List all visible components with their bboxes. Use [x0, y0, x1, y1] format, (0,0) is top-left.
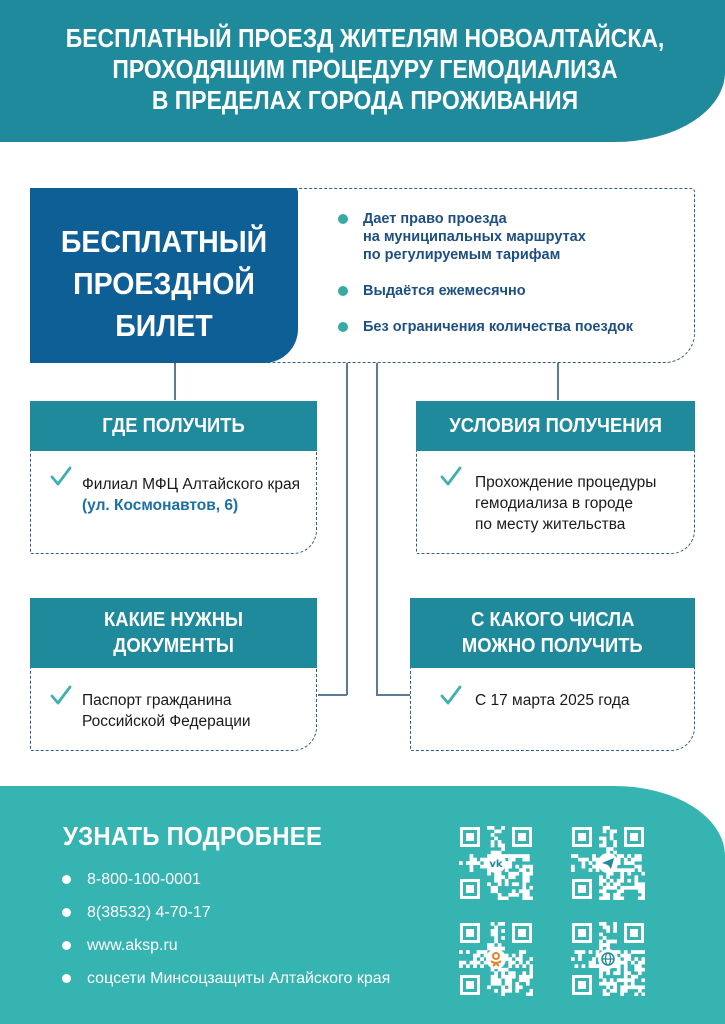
card-header: [416, 401, 695, 451]
benefit-text: Выдаётся ежемесячно: [363, 283, 526, 299]
connector-line: [318, 694, 347, 696]
page-title: [55, 24, 676, 117]
card-text-line: Паспорт гражданина: [82, 692, 232, 709]
bullet-icon: [62, 875, 71, 884]
card-text: [475, 690, 630, 711]
ticket-title-line: ПРОЕЗДНОЙ: [73, 266, 255, 301]
bullet-icon: [338, 214, 348, 224]
bullet-icon: [62, 974, 71, 983]
card-title: С КАКОГО ЧИСЛА: [470, 609, 635, 631]
card-text-line: по месту жительства: [475, 516, 626, 533]
page-title-line: БЕСПЛАТНЫЙ ПРОЕЗД ЖИТЕЛЯМ НОВОАЛТАЙСКА,: [65, 25, 665, 53]
qr-code-odnoklassniki[interactable]: [459, 922, 533, 996]
benefit-item: [338, 210, 688, 264]
card-text: [82, 690, 251, 732]
page-title-line: В ПРЕДЕЛАХ ГОРОДА ПРОЖИВАНИЯ: [151, 87, 579, 115]
card-title: ДОКУМЕНТЫ: [113, 635, 234, 657]
connector-line: [346, 363, 348, 695]
bullet-icon: [62, 941, 71, 950]
card-header: [30, 598, 317, 668]
benefit-item: [338, 318, 688, 336]
social-networks: [62, 968, 422, 990]
footer-title: УЗНАТЬ ПОДРОБНЕЕ: [63, 821, 323, 851]
connector-line: [376, 363, 378, 695]
qr-code-vk[interactable]: [459, 826, 533, 900]
card-title: ГДЕ ПОЛУЧИТЬ: [102, 415, 245, 437]
contact-text: 8-800-100-0001: [87, 871, 201, 888]
check-icon: [440, 466, 462, 488]
bullet-icon: [338, 322, 348, 332]
card-text-line: С 17 марта 2025 года: [475, 692, 630, 709]
contact-text: соцсети Минсоцзащиты Алтайского края: [87, 970, 391, 987]
qr-code-telegram[interactable]: [571, 826, 645, 900]
card-text-line: Российской Федерации: [82, 713, 251, 730]
card-text: [82, 474, 300, 516]
benefit-text: по регулируемым тарифам: [363, 247, 561, 263]
card-text-line: Прохождение процедуры: [475, 474, 657, 491]
card-header: [30, 401, 317, 451]
benefit-text: Без ограничения количества поездок: [363, 319, 634, 335]
address-text: (ул. Космонавтов, 6): [82, 497, 239, 514]
ticket-title-line: БИЛЕТ: [115, 308, 213, 343]
check-icon: [50, 685, 72, 707]
qr-code-website[interactable]: [571, 922, 645, 996]
benefit-text: на муниципальных маршрутах: [363, 229, 586, 245]
card-text: [475, 472, 656, 535]
contacts-list: [62, 869, 422, 1001]
website-link[interactable]: [62, 935, 422, 957]
bullet-icon: [62, 908, 71, 917]
card-title: МОЖНО ПОЛУЧИТЬ: [462, 635, 643, 657]
ticket-title-line: БЕСПЛАТНЫЙ: [60, 224, 268, 259]
connector-line: [174, 363, 176, 400]
contact-text: www.aksp.ru: [87, 937, 178, 954]
svg-text:vk: vk: [489, 859, 503, 870]
check-icon: [50, 466, 72, 488]
benefit-text: Дает право проезда: [363, 211, 507, 227]
card-title: УСЛОВИЯ ПОЛУЧЕНИЯ: [449, 415, 662, 437]
check-icon: [440, 685, 462, 707]
contact-text: 8(38532) 4-70-17: [87, 904, 211, 921]
phone-hotline[interactable]: [62, 869, 422, 891]
card-text-line: Филиал МФЦ Алтайского края: [82, 476, 300, 493]
connector-line: [557, 363, 559, 400]
card-title: КАКИЕ НУЖНЫ: [103, 609, 244, 631]
card-text-line: гемодиализа в городе: [475, 495, 633, 512]
phone-local[interactable]: [62, 902, 422, 924]
benefits-list: [338, 210, 688, 354]
header-banner: [0, 0, 725, 142]
connector-line: [376, 694, 411, 696]
card-header: [410, 598, 695, 668]
benefit-item: [338, 282, 688, 300]
free-ticket-block: [30, 188, 298, 363]
bullet-icon: [338, 286, 348, 296]
page-title-line: ПРОХОДЯЩИМ ПРОЦЕДУРУ ГЕМОДИАЛИЗА: [112, 56, 618, 84]
